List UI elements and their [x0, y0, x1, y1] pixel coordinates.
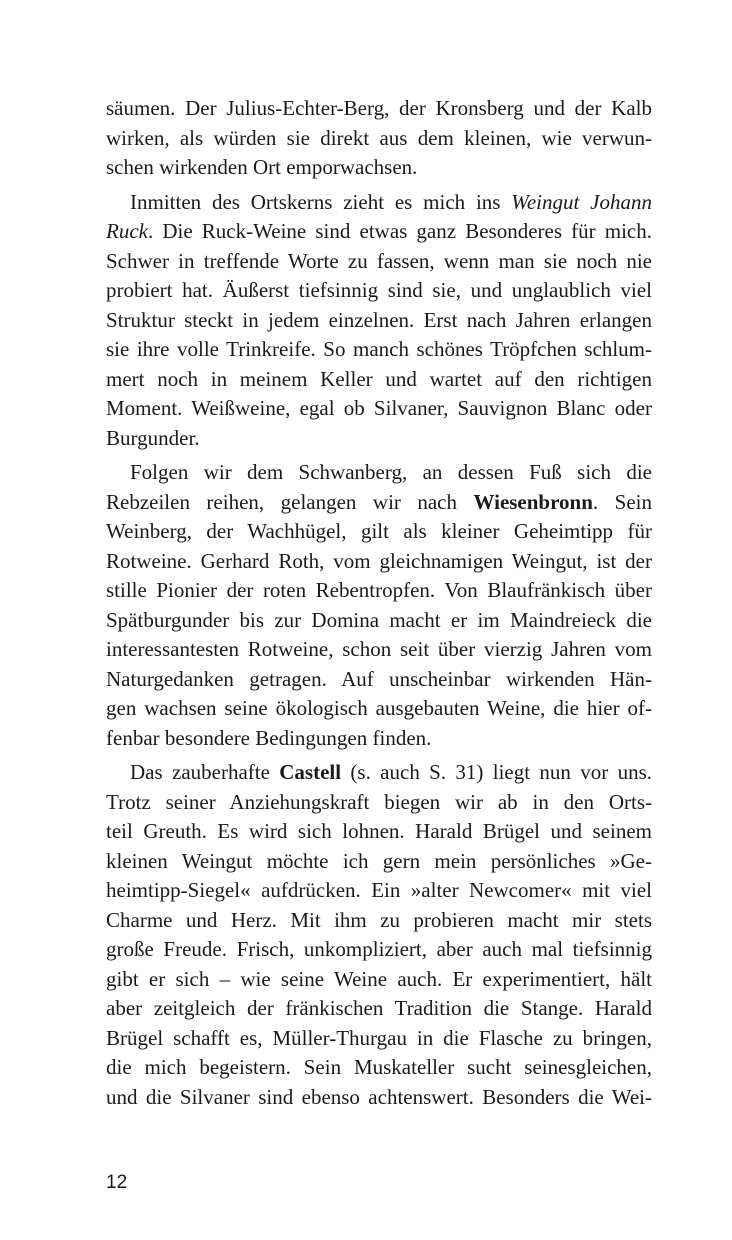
text-line: probiert hat. Äußerst tiefsinnig sind sie, und unglaublich viel [106, 278, 652, 302]
text-line: Weinberg, der Wachhügel, gilt als kleiner Geheimtipp für [106, 519, 652, 543]
text-run: . Die Ruck-Weine sind etwas ganz Besonderes für mich. [147, 219, 652, 243]
text-line: Brügel schafft es, Müller-Thurgau in die Flasche zu bringen, [106, 1025, 652, 1050]
page-number: 12 [106, 1172, 128, 1193]
text-line: große Freude. Frisch, unkompliziert, aber auch mal tiefsinnig [106, 937, 652, 961]
text-line: schen wirkenden Ort emporwachsen. [106, 155, 418, 179]
text-run: (s. auch S. 31) liegt nun vor uns. [341, 760, 652, 784]
text-line: stille Pionier der roten Rebentropfen. Von Blaufränkisch über [106, 578, 652, 602]
text-line: aber zeitgleich der fränkischen Tradition die Stange. Harald [106, 996, 652, 1020]
paragraph [106, 458, 652, 753]
text-line: mert noch in meinem Keller und wartet auf den richtigen [106, 366, 652, 391]
text-line: heimtipp-Siegel« aufdrücken. Ein »alter Newcomer« mit viel [106, 878, 652, 902]
text-line [106, 188, 652, 218]
text-line: interessantesten Rotweine, schon seit über vierzig Jahren vom [106, 637, 652, 661]
body-text [106, 94, 652, 1112]
bold-place-name: Wiesenbronn [473, 489, 593, 514]
text-line: wirken, als würden sie direkt aus dem kleinen, wie verwun- [106, 125, 652, 150]
text-line [106, 758, 652, 788]
text-line: Burgunder. [106, 425, 200, 450]
text-run: Das zauberhafte [130, 760, 280, 784]
text-line: Trotz seiner Anziehungskraft biegen wir ab in den Orts- [106, 789, 652, 814]
paragraph [106, 94, 652, 183]
text-line: Spätburgunder bis zur Domina macht er im Maindreieck die [106, 607, 652, 632]
text-line: Naturgedanken getragen. Auf unscheinbar wirkenden Hän- [106, 666, 652, 691]
bold-place-name: Castell [279, 760, 342, 784]
text-line: die mich begeistern. Sein Muskateller sucht seinesgleichen, [106, 1055, 652, 1079]
text-line: Folgen wir dem Schwanberg, an dessen Fuß sich die [130, 460, 652, 484]
italic-name: Ruck [106, 219, 148, 243]
text-line: und die Silvaner sind ebenso achtenswert. Besonders die Wei- [106, 1084, 652, 1109]
paragraph [106, 758, 652, 1112]
text-line [106, 488, 652, 518]
text-line: säumen. Der Julius-Echter-Berg, der Kronsberg und der Kalb [106, 96, 652, 120]
italic-name: Weingut Johann [511, 189, 652, 214]
text-run: Inmitten des Ortskerns zieht es mich ins [130, 189, 512, 214]
text-run: . Sein [592, 489, 652, 514]
text-line: sie ihre volle Trinkreife. So manch schönes Tröpfchen schlum- [106, 337, 652, 361]
text-line: teil Greuth. Es wird sich lohnen. Harald Brügel und seinem [106, 819, 652, 843]
text-line: Charme und Herz. Mit ihm zu probieren macht mir stets [106, 907, 652, 932]
text-line: gen wachsen seine ökologisch ausgebauten Weine, die hier of- [106, 696, 652, 720]
text-line: Struktur steckt in jedem einzelnen. Erst nach Jahren erlangen [106, 307, 652, 332]
paragraph [106, 188, 652, 454]
text-line: Rotweine. Gerhard Roth, vom gleichnamigen Weingut, ist der [106, 548, 652, 573]
text-line: kleinen Weingut möchte ich gern mein persönliches »Ge- [106, 848, 652, 873]
text-run: Rebzeilen reihen, gelangen wir nach [106, 489, 474, 514]
text-line [106, 217, 652, 247]
text-line: fenbar besondere Bedingungen finden. [106, 725, 432, 750]
text-line: Schwer in treffende Worte zu fassen, wenn man sie noch nie [106, 248, 652, 273]
text-line: Moment. Weißweine, egal ob Silvaner, Sauvignon Blanc oder [106, 396, 652, 420]
text-line: gibt er sich – wie seine Weine auch. Er experimentiert, hält [106, 966, 652, 991]
